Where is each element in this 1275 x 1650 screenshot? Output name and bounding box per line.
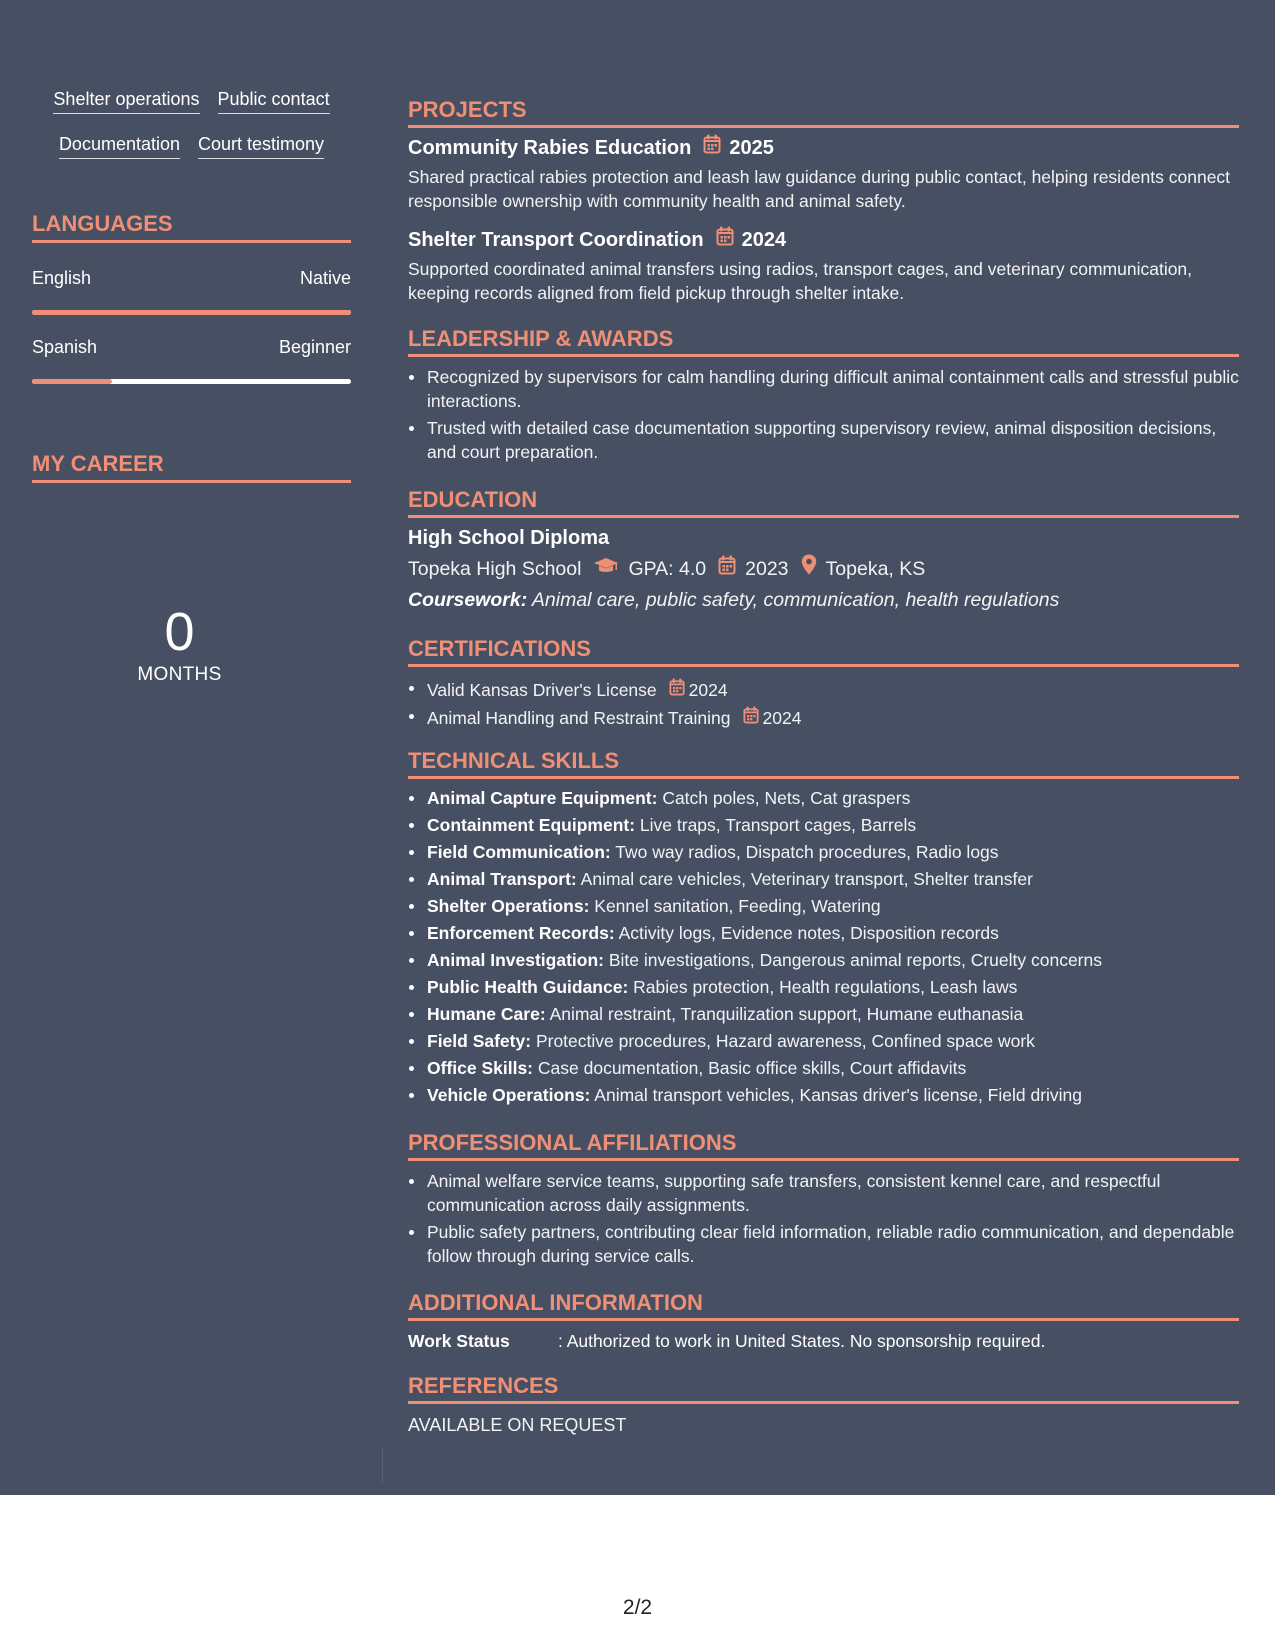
skill-item	[408, 1055, 1239, 1082]
language-item	[32, 337, 351, 384]
skill-item	[408, 1028, 1239, 1055]
calendar-icon	[743, 704, 759, 732]
skill-values: Activity logs, Evidence notes, Disposition records	[618, 923, 999, 943]
skill-values: Protective procedures, Hazard awareness, Confined space work	[535, 1031, 1035, 1051]
skill-tag: Public contact	[218, 87, 330, 114]
education-details	[408, 554, 1239, 583]
technical-skills-heading: TECHNICAL SKILLS	[408, 747, 1239, 779]
affiliations-heading: PROFESSIONAL AFFILIATIONS	[408, 1129, 1239, 1161]
skill-item	[408, 920, 1239, 947]
skill-values: Animal care vehicles, Veterinary transport, Shelter transfer	[580, 869, 1033, 889]
language-proficiency-fill	[32, 310, 351, 315]
list-item: Animal welfare service teams, supporting safe transfers, consistent kennel care, and respectful communication across daily assignments.	[408, 1169, 1239, 1217]
certification-year: 2024	[688, 680, 728, 700]
skill-item	[408, 785, 1239, 812]
references-text: AVAILABLE ON REQUEST	[408, 1415, 627, 1435]
map-pin-icon	[801, 554, 817, 583]
calendar-icon	[669, 676, 685, 704]
calendar-icon	[703, 134, 721, 161]
graduation-year: 2023	[745, 557, 789, 580]
education-section	[408, 486, 1239, 615]
project-year: 2025	[729, 136, 774, 159]
skill-category: Office Skills:	[427, 1058, 534, 1078]
skill-values: Live traps, Transport cages, Barrels	[639, 815, 917, 835]
affiliations-section	[408, 1129, 1239, 1268]
references-heading: REFERENCES	[408, 1372, 1239, 1404]
skill-item	[408, 947, 1239, 974]
skill-values: Two way radios, Dispatch procedures, Radio logs	[615, 842, 999, 862]
language-item	[32, 268, 351, 315]
skill-tag: Shelter operations	[53, 87, 199, 114]
skill-category: Field Safety:	[427, 1031, 532, 1051]
project-year: 2024	[741, 228, 787, 251]
language-proficiency-bar	[32, 379, 351, 384]
project-title: Community Rabies Education	[408, 136, 692, 159]
skills-list	[408, 785, 1239, 1109]
project-item	[408, 226, 1239, 305]
skill-item	[408, 1001, 1239, 1028]
coursework-label: Coursework:	[408, 589, 528, 611]
skill-category: Animal Capture Equipment:	[427, 788, 658, 808]
leadership-section	[408, 325, 1239, 464]
degree-title: High School Diploma	[408, 527, 610, 549]
skill-tags	[32, 87, 351, 177]
certification-year: 2024	[762, 708, 802, 728]
skill-values: Case documentation, Basic office skills, Court affidavits	[537, 1058, 967, 1078]
coursework	[408, 585, 1239, 615]
skill-item	[408, 1082, 1239, 1109]
list-item: Recognized by supervisors for calm handling during difficult animal containment calls and stressful public interactions.	[408, 365, 1239, 413]
skill-category: Vehicle Operations:	[427, 1085, 591, 1105]
tag-row	[32, 132, 351, 177]
skill-category: Humane Care:	[427, 1004, 546, 1024]
skill-values: Animal transport vehicles, Kansas driver's license, Field driving	[594, 1085, 1083, 1105]
additional-info-section	[408, 1289, 1239, 1353]
calendar-icon	[716, 226, 734, 253]
languages-heading: LANGUAGES	[32, 211, 351, 243]
skill-tag: Documentation	[59, 132, 180, 159]
gpa: GPA: 4.0	[628, 557, 707, 580]
skill-values: Kennel sanitation, Feeding, Watering	[594, 896, 881, 916]
list-item	[408, 704, 1239, 732]
school-location: Topeka, KS	[825, 557, 926, 580]
column-divider	[382, 1448, 383, 1484]
graduation-cap-icon	[593, 555, 619, 583]
technical-skills-section	[408, 747, 1239, 1109]
career-duration	[32, 602, 327, 686]
skill-values: Animal restraint, Tranquilization support, Humane euthanasia	[549, 1004, 1024, 1024]
language-name: English	[32, 268, 92, 288]
skill-tag: Court testimony	[198, 132, 324, 159]
education-heading: EDUCATION	[408, 486, 1239, 518]
tag-row	[32, 87, 351, 132]
skill-item	[408, 839, 1239, 866]
work-status-label: Work Status	[408, 1331, 510, 1351]
list-item: Public safety partners, contributing clear field information, reliable radio communication, and dependable follow through during service calls.	[408, 1220, 1239, 1268]
page-number: 2/2	[622, 1596, 653, 1619]
calendar-icon	[718, 555, 736, 583]
skill-category: Shelter Operations:	[427, 896, 590, 916]
skill-category: Enforcement Records:	[427, 923, 615, 943]
project-title: Shelter Transport Coordination	[408, 228, 704, 251]
skill-values: Catch poles, Nets, Cat graspers	[662, 788, 911, 808]
school-name: Topeka High School	[408, 557, 582, 580]
skill-category: Animal Investigation:	[427, 950, 604, 970]
skill-category: Containment Equipment:	[427, 815, 636, 835]
skill-category: Animal Transport:	[427, 869, 577, 889]
skill-item	[408, 974, 1239, 1001]
career-heading: MY CAREER	[32, 451, 351, 483]
project-description: Shared practical rabies protection and leash law guidance during public contact, helping residents connect responsible ownership with community health and animal safety.	[408, 167, 1231, 211]
certification-name: Animal Handling and Restraint Training	[427, 708, 731, 728]
skill-item	[408, 866, 1239, 893]
skill-category: Public Health Guidance:	[427, 977, 629, 997]
references-section	[408, 1372, 1239, 1437]
skill-values: Rabies protection, Health regulations, Leash laws	[633, 977, 1018, 997]
certifications-section	[408, 635, 1239, 732]
list-item: Trusted with detailed case documentation supporting supervisory review, animal disposition decisions, and court preparation.	[408, 416, 1239, 464]
projects-section	[408, 96, 1239, 305]
project-item	[408, 134, 1239, 213]
additional-info-heading: ADDITIONAL INFORMATION	[408, 1289, 1239, 1321]
certification-name: Valid Kansas Driver's License	[427, 680, 657, 700]
coursework-list: Animal care, public safety, communication, health regulations	[531, 589, 1060, 611]
skill-values: Bite investigations, Dangerous animal reports, Cruelty concerns	[608, 950, 1102, 970]
skill-category: Field Communication:	[427, 842, 611, 862]
skill-item	[408, 893, 1239, 920]
work-status-row	[408, 1329, 1239, 1353]
career-unit: MONTHS	[137, 664, 222, 685]
skill-item	[408, 812, 1239, 839]
projects-heading: PROJECTS	[408, 96, 1239, 128]
language-proficiency-fill	[32, 379, 112, 384]
career-value: 0	[164, 602, 195, 662]
leadership-heading: LEADERSHIP & AWARDS	[408, 325, 1239, 357]
work-status-value: : Authorized to work in United States. No sponsorship required.	[558, 1331, 1046, 1351]
list-item	[408, 676, 1239, 704]
language-level: Native	[299, 268, 351, 288]
project-description: Supported coordinated animal transfers using radios, transport cages, and veterinary communication, keeping records aligned from field pickup through shelter intake.	[408, 259, 1193, 303]
language-proficiency-bar	[32, 310, 351, 315]
language-level: Beginner	[278, 337, 351, 357]
language-name: Spanish	[32, 337, 98, 357]
certifications-heading: CERTIFICATIONS	[408, 635, 1239, 667]
